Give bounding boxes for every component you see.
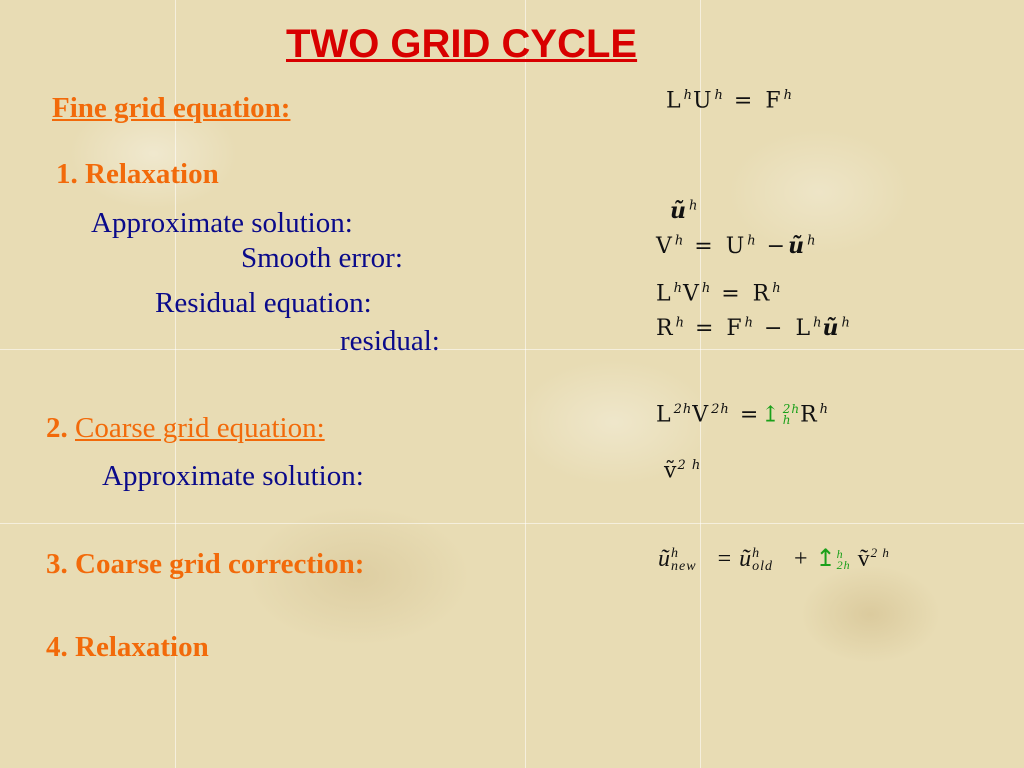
fine-grid-equation-formula: $L^hU^h = F^h$ [666,88,793,114]
fine-grid-heading: Fine grid equation: [52,92,291,124]
approx-solution-formula: $ũ^h$ [670,198,699,224]
background-grid-line [0,523,1024,524]
background-grid-line [0,349,1024,350]
background-grid-line [525,0,526,768]
residual-equation-formula: $L^hV^h = R^h$ [656,281,782,307]
residual-formula: $R^h = F^h$ − $L^hũ^h$ [656,315,851,341]
step-2-label: Coarse grid equation: [75,412,325,444]
approx-solution-label-2: Approximate solution: [102,460,364,492]
step-2-number: 2. [46,412,75,444]
step-3-coarse-correction: 3. Coarse grid correction: [46,548,365,580]
residual-equation-label: Residual equation: [155,287,372,319]
smooth-error-label: Smooth error: [241,242,403,274]
coarse-approx-solution-formula: ṽ$^{2 h}$ [664,458,702,484]
step-4-relaxation: 4. Relaxation [46,631,209,663]
step-2-coarse-grid [46,412,325,445]
coarse-grid-equation-formula: $L^{2h}V^{2h}$ =↥2h h $R^h$ [656,402,830,428]
smooth-error-formula: $V^h = U^h$ $-ũ^h$ [656,233,817,259]
residual-label: residual: [340,325,440,357]
coarse-grid-correction-formula: ũh new = ũh old + ↥h 2h ṽ$^{2 h}$ [658,545,890,575]
background-grid-line [700,0,701,768]
step-1-relaxation: 1. Relaxation [56,158,219,190]
approx-solution-label: Approximate solution: [91,207,353,239]
slide-title: TWO GRID CYCLE [286,22,638,66]
